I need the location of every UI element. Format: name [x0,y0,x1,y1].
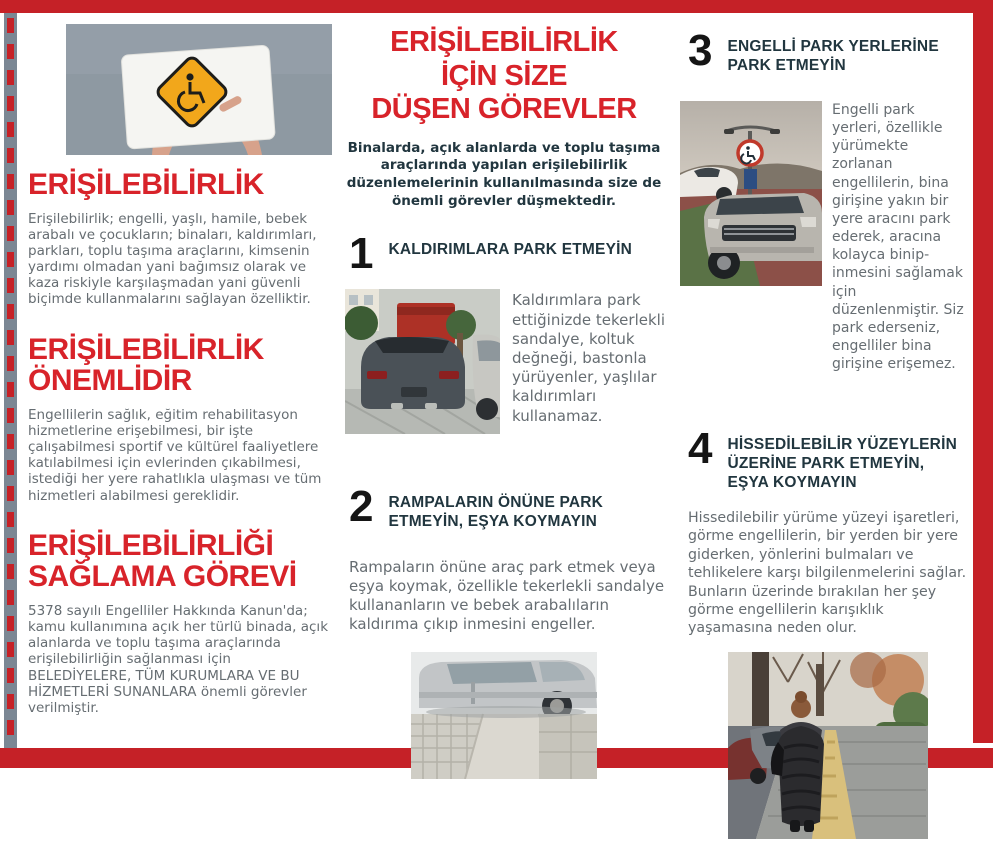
ramp-blocked-photo [411,652,671,783]
task-4 [688,423,968,843]
task-2-number: 2 [349,481,374,531]
left-intro-paragraph: Erişilebilirlik; engelli, yaşlı, hamile, bebek arabalı ve çocukların; binaları, kaldırımları, parkları, toplu taşıma araçlarını, kimsenin yardımı olmadan yani bağımsız olarak ve kaza riskiyle karşılaşmadan yani güvenli biçimde kullanmalarını sağlayan özelliktir. [28,210,317,308]
task-1-number: 1 [349,229,374,279]
dashed-road-strip [4,13,17,748]
middle-title-line2: İÇİN SİZE [440,59,567,92]
task-3-title: ENGELLİ PARK YERLERİNE PARK ETMEYİN [727,38,939,75]
tactile-paving-photo [728,652,968,843]
left-column [28,24,333,716]
task-1-content [345,289,671,440]
task-1-title: KALDIRIMLARA PARK ETMEYİN [388,241,633,259]
middle-title-line3: DÜŞEN GÖREVLER [371,93,637,126]
task-4-title: HİSSEDİLEBİLİR YÜZEYLERİN ÜZERİNE PARK ETMEYİN, EŞYA KOYMAYIN [727,435,957,492]
sidewalk-parking-photo [345,289,500,440]
task-4-header [688,423,968,493]
importance-title: ERİŞİLEBİLİRLİK ÖNEMLİDİR [28,332,264,398]
task-4-number: 4 [688,423,713,473]
middle-subtitle: Binalarda, açık alanlarda ve toplu taşıma araçlarında yapılan erişilebilirlik düzenlemelerinin kullanılmasında size de önemli görevler düşmektedir. [346,139,662,209]
frame-right-band [973,0,993,743]
task-3-content [680,101,968,388]
left-title: ERİŞİLEBİLİRLİK [28,168,264,201]
frame-top-band [0,0,993,13]
parked-sedan [361,337,465,409]
middle-header [337,26,671,210]
task-2 [337,481,671,784]
middle-title [337,26,671,127]
duty-title: ERİŞİLEBİLİRLİĞİ SAĞLAMA GÖREVİ [28,528,297,594]
task-3-header [688,26,968,76]
task-3 [688,26,968,388]
tablet-accessibility-photo [66,24,332,155]
task-4-body: Hissedilebilir yürüme yüzeyi işaretleri, görme engellilerin, bir yerden bir yere giderken, yönlerini bulmaları ve tehlikelere karşı bilgilenmelerini sağlar. Bunların üzerinde bırakılan her şey görme engellilerin karışıklık yaşamasına neden olur. [688,509,967,637]
ramp-blocked-illustration [411,652,597,779]
task-2-title: RAMPALARIN ÖNÜNE PARK ETMEYİN, EŞYA KOYMAYIN [388,493,604,531]
disabled-parking-photo [680,101,822,388]
middle-column [337,26,671,783]
task-3-body: Engelli park yerleri, özellikle yürümekte zorlanan engellilerin, bina girişine yakın bir yere aracını park ederek, aracına kolayca binip-inmesini sağlamak için düzenlenmiştir. Siz park ederseniz, engelliler bina girişine erişemez. [832,101,964,373]
task-3-number: 3 [688,26,713,75]
disabled-parking-illustration [680,101,822,286]
red-dashes [7,18,14,743]
importance-paragraph: Engellilerin sağlık, eğitim rehabilitasyon hizmetlerine erişebilmesi, bir işte çalışabilmesi sportif ve kültürel faaliyetlere katılabilmesi için evlerinden çıkabilmesi, istediği her yere rahatlıkla ulaşması ve tüm hizmetleri alabilmesi gereklidir. [28,406,322,504]
task-1 [337,229,671,441]
tactile-paving-illustration [728,652,928,839]
task-2-header [349,481,671,532]
tablet-photo-illustration [66,24,332,155]
task-2-body: Rampaların önüne araç park etmek veya eşya koymak, özellikle tekerlekli sandalye kullananların ve bebek arabalıların kaldırıma çıkıp inmesini engeller. [349,557,665,634]
task-1-header [349,229,671,279]
duty-paragraph: 5378 sayılı Engelliler Hakkında Kanun'da; kamu kullanımına açık her türlü binada, açık alanlarda ve toplu taşıma araçlarında erişilebilirliğin sağlanması için BELEDİYELERE, TÜM KURUMLARA VE BU HİZMETLERİ SUNANLARA önemli görevler verilmiştir. [28,602,329,716]
right-column [688,26,968,843]
middle-title-line1: ERİŞİLEBİLİRLİK [390,26,618,58]
sidewalk-parking-illustration [345,289,500,434]
task-1-body: Kaldırımlara park ettiğinizde tekerlekli sandalye, koltuk değneği, bastonla yürüyenler, yaşlılar kaldırımları kullanamaz. [512,291,665,425]
curb-parked-car [473,335,500,421]
